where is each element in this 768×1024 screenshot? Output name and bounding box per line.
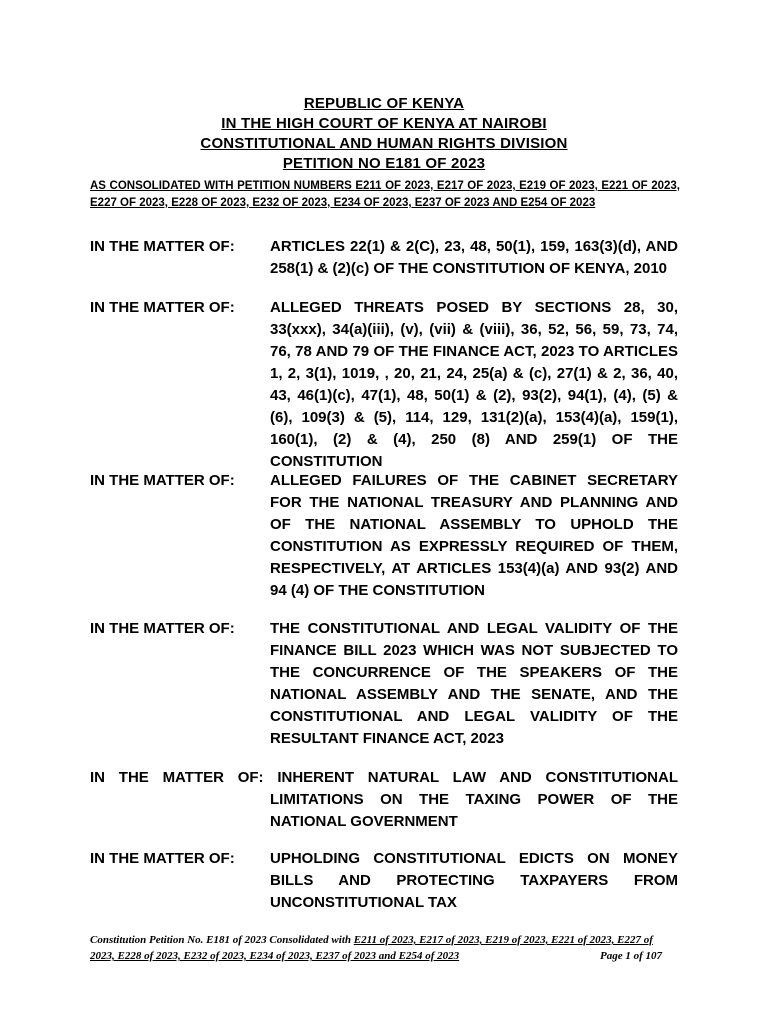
matter-block (90, 848, 678, 914)
matter-label: IN THE MATTER OF: (90, 299, 235, 316)
page-footer (90, 932, 670, 964)
matter-block (90, 470, 678, 602)
case-header (0, 94, 768, 174)
matter-block (90, 236, 678, 280)
header-division: CONSTITUTIONAL AND HUMAN RIGHTS DIVISION (200, 135, 568, 152)
footer-citation: Constitution Petition No. E181 of 2023 Consolidated with (90, 934, 354, 946)
matter-text: THE CONSTITUTIONAL AND LEGAL VALIDITY OF THE FINANCE BILL 2023 WHICH WAS NOT SUBJECTED TO THE CONCURRENCE OF THE SPEAKERS OF THE NATIONAL ASSEMBLY AND THE SENATE, AND THE CONSTITUTIONAL AND LEGAL VALIDITY OF THE RESULTANT FINANCE ACT, 2023 (270, 620, 678, 747)
matter-block (90, 297, 678, 473)
matter-first-line: IN THE MATTER OF: INHERENT NATURAL LAW AND CONSTITUTIONAL (90, 769, 678, 786)
matter-text: ALLEGED FAILURES OF THE CABINET SECRETARY FOR THE NATIONAL TREASURY AND PLANNING AND OF THE NATIONAL ASSEMBLY TO UPHOLD THE CONSTITUTION AS EXPRESSLY REQUIRED OF THEM, RESPECTIVELY, AT ARTICLES 153(4)(a) AND 93(2) AND 94 (4) OF THE CONSTITUTION (270, 472, 678, 599)
matter-text: ALLEGED THREATS POSED BY SECTIONS 28, 30, 33(xxx), 34(a)(iii), (v), (vii) & (viii), 36, 52, 56, 59, 73, 74, 76, 78 AND 79 OF THE FINANCE ACT, 2023 TO ARTICLES 1, 2, 3(1), 1019, , 20, 21, 24, 25(a) & (c), 27(1) & 2, 36, 40, 43, 46(1)(c), 47(1), 48, 50(1) & (2), 93(2), 94(1), (4), (5) & (6), 109(3) & (5), 114, 129, 131(2)(a), 153(4)(a), 159(1), 160(1), (2) & (4), 250 (8) AND 259(1) OF THE CONSTITUTION (270, 299, 678, 470)
header-court: IN THE HIGH COURT OF KENYA AT NAIROBI (221, 115, 547, 132)
header-republic: REPUBLIC OF KENYA (303, 95, 465, 112)
matter-text: UPHOLDING CONSTITUTIONAL EDICTS ON MONEY BILLS AND PROTECTING TAXPAYERS FROM UNCONSTITUTIONAL TAX (270, 850, 678, 911)
page-number: Page 1 of 107 (599, 950, 662, 962)
matter-label: IN THE MATTER OF: (90, 472, 235, 489)
footer-consolidated-list: E211 of 2023, E217 of 2023, E219 of 2023, E221 of 2023, E227 of 2023, E228 of 2023, E232 of 2023, E234 of 2023, E237 of 2023 and E254 of 2023 (90, 934, 653, 962)
matter-text: ARTICLES 22(1) & 2(C), 23, 48, 50(1), 159, 163(3)(d), AND 258(1) & (2)(c) OF THE CONSTITUTION OF KENYA, 2010 (270, 238, 678, 277)
matter-label: IN THE MATTER OF: (90, 238, 235, 255)
matter-text: LIMITATIONS ON THE TAXING POWER OF THE NATIONAL GOVERNMENT (270, 791, 678, 830)
header-petition-number: PETITION NO E181 OF 2023 (282, 155, 486, 172)
consolidated-petitions: AS CONSOLIDATED WITH PETITION NUMBERS E211 OF 2023, E217 OF 2023, E219 OF 2023, E221 OF 2023, E227 OF 2023, E228 OF 2023, E232 OF 2023, E234 OF 2023, E237 OF 2023 AND E254 OF 2023 (90, 180, 680, 209)
matter-block (90, 767, 678, 833)
matter-block (90, 618, 678, 750)
matter-label: IN THE MATTER OF: (90, 850, 235, 867)
matter-label: IN THE MATTER OF: (90, 620, 235, 637)
